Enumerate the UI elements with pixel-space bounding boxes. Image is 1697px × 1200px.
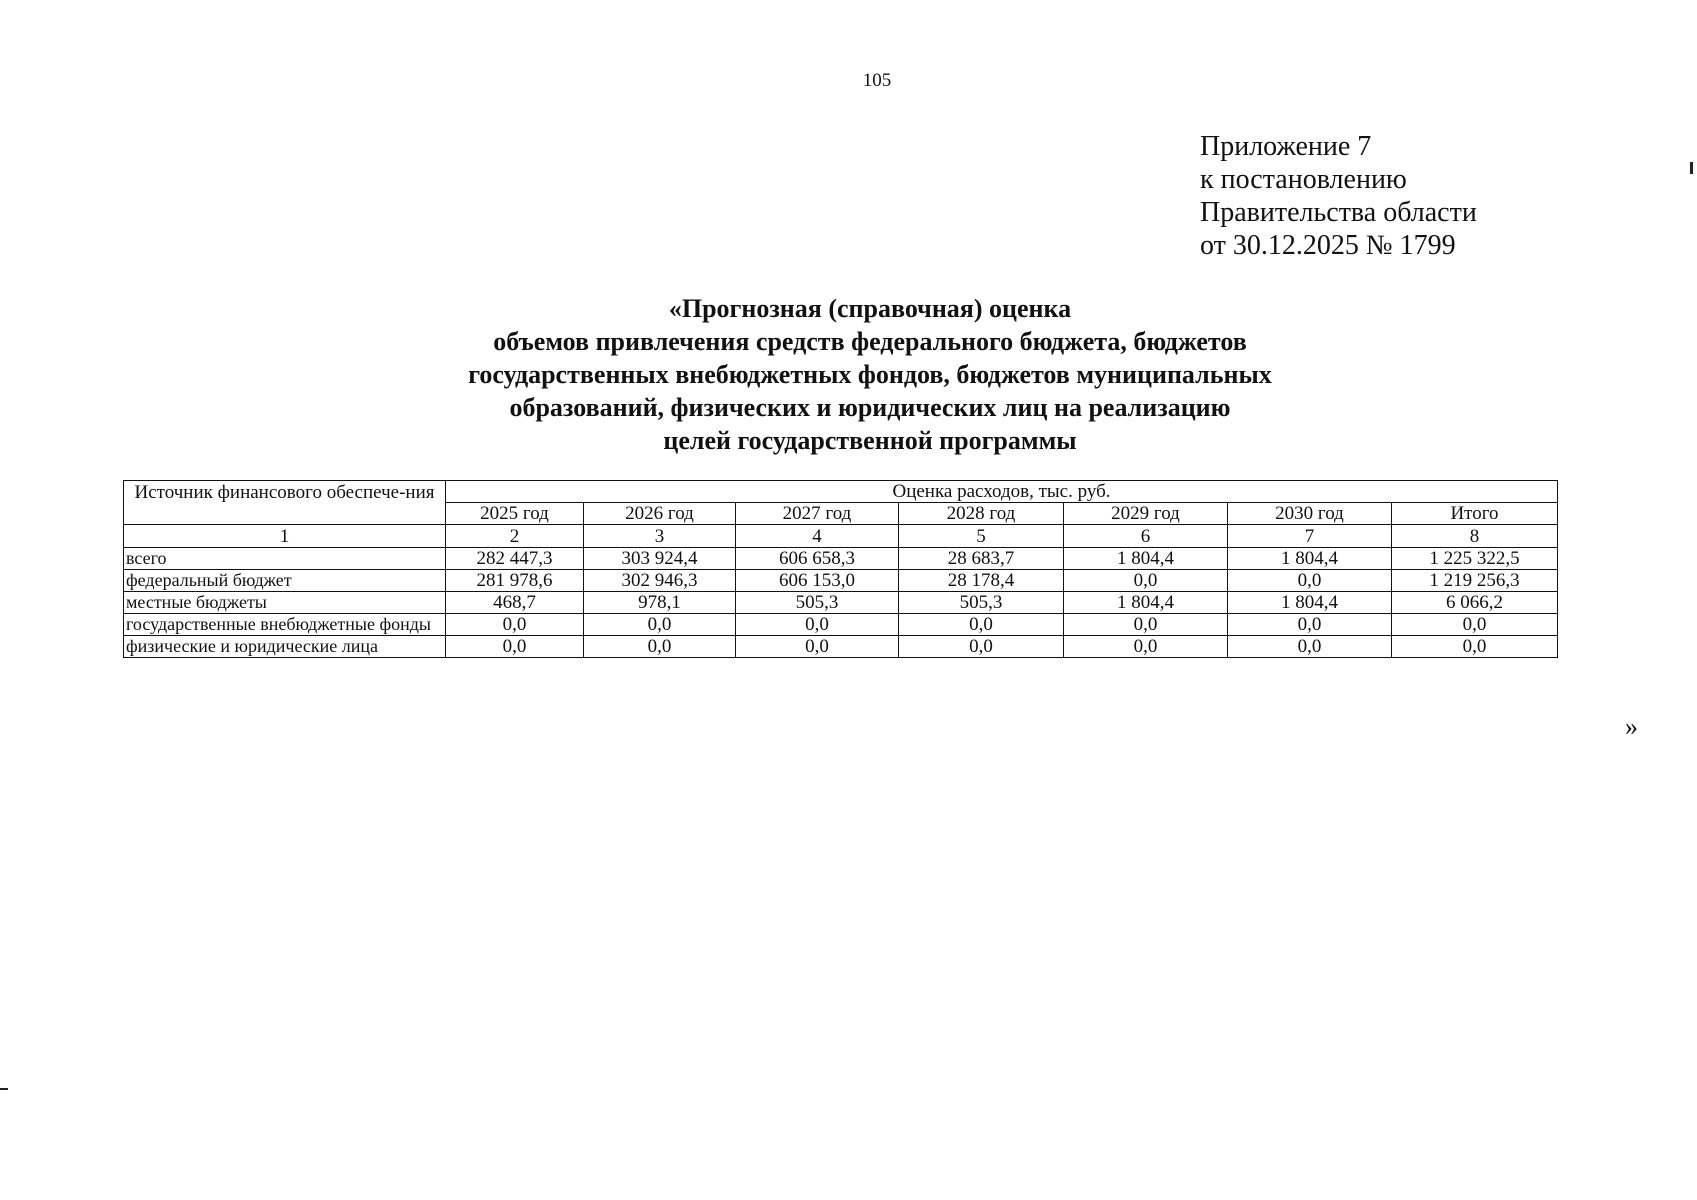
table-cell: 1 804,4 [1228,548,1392,570]
column-number: 7 [1228,525,1392,548]
table-cell: 1 804,4 [1228,592,1392,614]
document-title [380,292,1360,457]
table-cell: 0,0 [1064,614,1228,636]
column-number: 1 [124,525,446,548]
annex-line: к постановлению [1200,164,1407,195]
title-line: объемов привлечения средств федерального бюджета, бюджетов [493,327,1247,356]
table-cell: 28 178,4 [899,570,1064,592]
year-header: 2027 год [736,503,899,525]
table-cell: 0,0 [1392,636,1558,658]
group-header: Оценка расходов, тыс. руб. [446,481,1558,503]
table-cell: 0,0 [1064,636,1228,658]
table-cell: 1 804,4 [1064,548,1228,570]
table-cell: 281 978,6 [446,570,584,592]
source-header-text: Источник финансового обеспече-ния [134,482,435,503]
title-line: «Прогнозная (справочная) оценка [668,294,1072,323]
table-cell: 0,0 [899,614,1064,636]
table-cell: 606 153,0 [736,570,899,592]
table-cell: 0,0 [1392,614,1558,636]
column-number: 6 [1064,525,1228,548]
table-cell: 1 219 256,3 [1392,570,1558,592]
annex-line: Приложение 7 [1200,131,1372,162]
column-number: 5 [899,525,1064,548]
header-row [124,481,1558,503]
year-header: 2029 год [1064,503,1228,525]
row-label: местные бюджеты [124,592,446,614]
year-header: 2026 год [584,503,736,525]
table-cell: 0,0 [1228,614,1392,636]
year-header: 2030 год [1228,503,1392,525]
table-cell: 0,0 [584,636,736,658]
closing-quote: » [1625,712,1638,741]
table-cell: 0,0 [899,636,1064,658]
table-row [124,570,1558,592]
column-number-row [124,525,1558,548]
table-cell: 303 924,4 [584,548,736,570]
table-row [124,636,1558,658]
annex-line: от 30.12.2025 № 1799 [1200,230,1456,261]
title-line: образований, физических и юридических лиц на реализацию [509,393,1231,422]
annex-line: Правительства области [1200,197,1477,228]
year-header: 2028 год [899,503,1064,525]
table-cell: 468,7 [446,592,584,614]
annex-reference [1200,130,1477,262]
table-cell: 0,0 [736,636,899,658]
table-cell: 0,0 [584,614,736,636]
table-cell: 0,0 [446,636,584,658]
column-number: 3 [584,525,736,548]
table-cell: 0,0 [1228,636,1392,658]
row-label: всего [124,548,446,570]
table-cell: 978,1 [584,592,736,614]
row-label: физические и юридические лица [124,636,446,658]
total-header: Итого [1392,503,1558,525]
year-header: 2025 год [446,503,584,525]
scan-mark [0,1088,8,1090]
scan-mark [1690,162,1693,174]
title-line: государственных внебюджетных фондов, бюджетов муниципальных [468,360,1272,389]
table-cell: 505,3 [736,592,899,614]
table-cell: 606 658,3 [736,548,899,570]
table-row [124,614,1558,636]
table-cell: 0,0 [736,614,899,636]
page-number: 105 [862,70,892,91]
table-row [124,592,1558,614]
title-line: целей государственной программы [663,426,1077,455]
funding-table [123,480,1558,658]
table-cell: 302 946,3 [584,570,736,592]
table-cell: 0,0 [446,614,584,636]
table-cell: 0,0 [1064,570,1228,592]
table-cell: 505,3 [899,592,1064,614]
row-label: государственные внебюджетные фонды [124,614,446,636]
table-cell: 28 683,7 [899,548,1064,570]
row-label: федеральный бюджет [124,570,446,592]
table-cell: 1 225 322,5 [1392,548,1558,570]
table-cell: 0,0 [1228,570,1392,592]
column-number: 2 [446,525,584,548]
table-cell: 6 066,2 [1392,592,1558,614]
column-number: 4 [736,525,899,548]
source-header [124,481,446,525]
table-row [124,548,1558,570]
table-cell: 282 447,3 [446,548,584,570]
table-cell: 1 804,4 [1064,592,1228,614]
column-number: 8 [1392,525,1558,548]
